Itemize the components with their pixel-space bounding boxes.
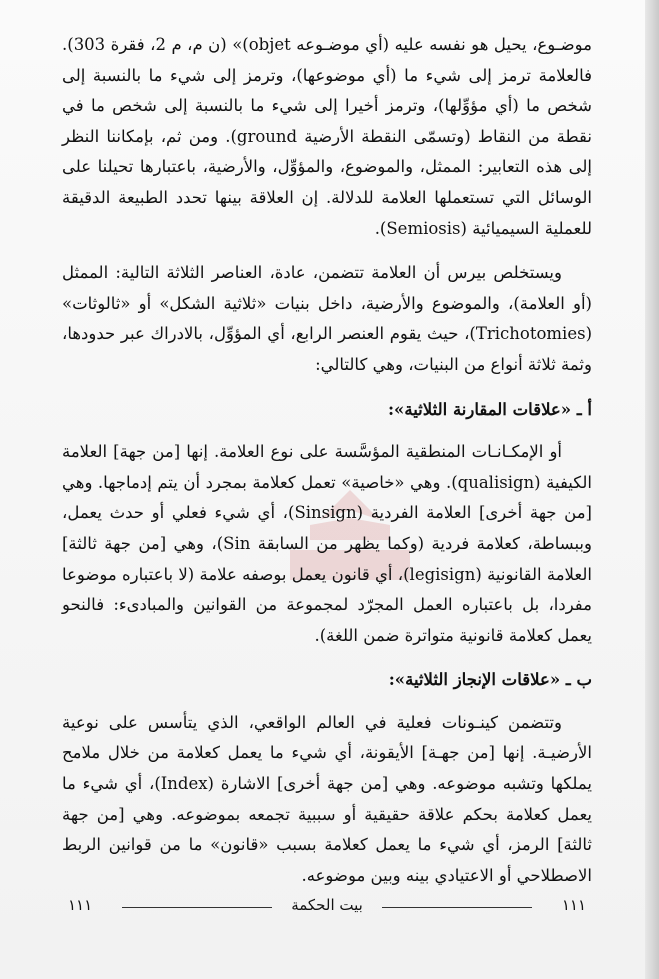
paragraph-3: أو الإمكـانـات المنطقية المؤسَّسة على نوع العلامة. إنها [من جهة] العلامة الكيفية (qualisign). وهي «خاصية» تعمل كعلامة بمجرد أن يتم إدماجها. وهي [من جهة أخرى] العلامة الفردية (Sinsign)، أي شيء فعلي أو حدث يعمل، وببساطة، كعلامة فردية (وكما يظهر من السابقة Sin)، وهي [من جهة ثالثة] العلامة القانونية (legisign)، أي قانون يعمل بوصفه علامة (لا باعتباره موضوعا مفردا، بل باعتباره العمل المجرّد لمجموعة من القوانين والمبادىء: فالنحو يعمل كعلامة قانونية متواترة ضمن اللغة). — [62, 442, 592, 645]
body-text — [62, 30, 592, 891]
heading-b: ب ـ «علاقات الإنجاز الثلاثية»: — [388, 670, 592, 690]
paragraph-2: ويستخلص بيرس أن العلامة تتضمن، عادة، العناصر الثلاثة التالية: الممثل (أو العلامة)، والموضوع والأرضية، داخل بنيات «ثلاثية الشكل» أو «ثالوثات» (Trichotomies)، حيث يقوم العنصر الرابع، أي المؤوِّل، بالادراك عبر حدودها، وثمة ثلاثة أنواع من البنيات، وهي كالتالي: — [62, 263, 592, 374]
page-number-right: ١١١ — [561, 896, 586, 914]
footer-rule-right — [382, 907, 532, 908]
heading-a: أ ـ «علاقات المقارنة الثلاثية»: — [387, 399, 592, 419]
page-edge-shadow — [645, 0, 659, 979]
journal-name: بيت الحكمة — [291, 896, 363, 914]
paragraph-4: وتتضمن كينـونات فعلية في العالم الواقعي، الذي يتأسس على نوعية الأرضيـة. إنها [من جهـة] الأيقونة، أي شيء ما يعمل كعلامة من خلال ملامح يملكها وتشبه موضوعه. وهي [من جهة أخرى] الاشارة (Index)، أي شيء ما يعمل كعلامة بحكم علاقة حقيقية أو سببية تجمعه بموضوعه. وهي [من جهة ثالثة] الرمز، أي شيء ما يعمل كعلامة بسبب «قانون» ما من قوانين الربط الاصطلاحي أو الاعتيادي بينه وبين موضوعه. — [62, 712, 592, 885]
page-number-left: ١١١ — [68, 896, 93, 914]
page-footer — [62, 896, 592, 924]
paragraph-1: موضـوع، يحيل هو نفسه عليه (أي موضـوعه objet)» (ن م، م 2، فقرة 303). فالعلامة ترمز إلى شيء ما (أي موضوعها)، وترمز إلى شيء ما بالنسبة إلى شخص ما (أي مؤوِّلها)، وترمز أخيرا إلى شيء ما بالنسبة إلى شخص ما في نقطة من النقاط (وتسمّى النقطة الأرضية ground). ومن ثم، بإمكاننا النظر إلى هذه التعابير: الممثل، والموضوع، والمؤوِّل، والأرضية، باعتبارها تحيلنا على الوسائل التي تستعملها العلامة للدلالة. إن العلاقة بينها تحدد الطبيعة الدقيقة للعملية السيميائية (Semiosis). — [62, 35, 592, 238]
